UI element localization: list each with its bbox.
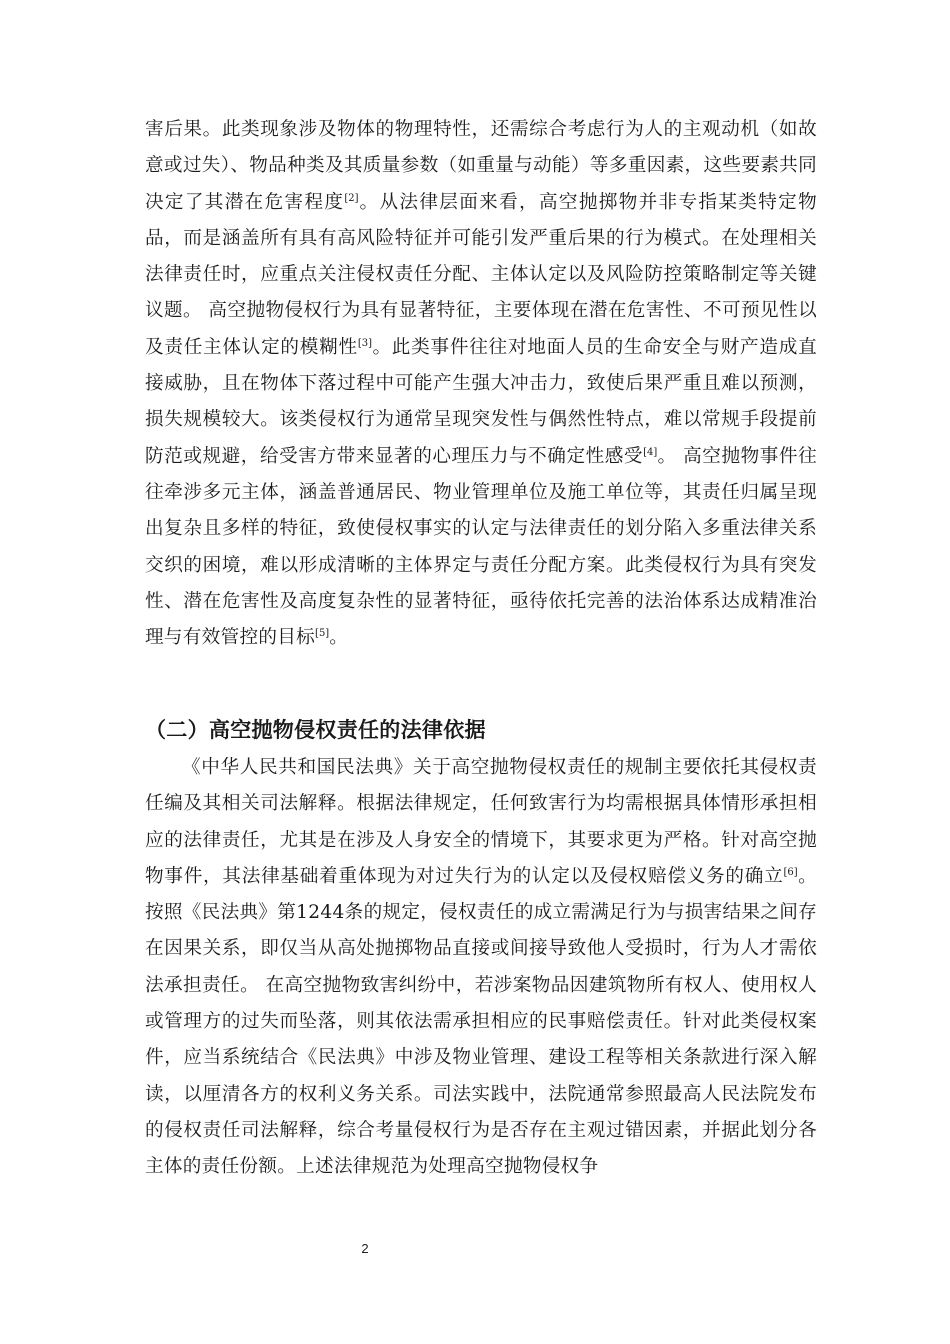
paragraph-text: 害后果。此类现象涉及物体的物理特性，还需综合考虑行为人的主观动机（如故意或过失）、物品种类及其质量参数（如重量与动能）等多重因素，这些要素共同决定了其潜在危害程度 [145,119,817,213]
section-heading: （二）高空抛物侵权责任的法律依据 [145,718,486,742]
citation-reference: [5] [315,628,330,640]
paragraph-text: 。 高空抛物事件往往牵涉多元主体，涵盖普通居民、物业管理单位及施工单位等，其责任归属呈现出复杂且多样的特征，致使侵权事实的认定与法律责任的划分陷入多重法律关系交织的困境，难以形成清晰的主体界定与责任分配方案。此类侵权行为具有突发性、潜在危害性及高度复杂性的显著特征，亟待依托完善的法治体系达成精准治理与有效管控的目标 [145,445,817,649]
citation-reference: [4] [643,446,658,458]
citation-reference: [6] [783,866,798,878]
body-paragraph [145,112,817,656]
body-paragraph [145,750,817,1186]
paragraph-text: 。按照《民法典》第1244条的规定，侵权责任的成立需满足行为与损害结果之间存在因果关系，即仅当从高处抛掷物品直接或间接导致他人受损时，行为人才需依法承担责任。 在高空抛物致害纠纷中，若涉案物品因建筑物所有权人、使用权人或管理方的过失而坠落，则其依法需承担相应的民事赔偿责任。针对此类侵权案件，应当系统结合《民法典》中涉及物业管理、建设工程等相关条款进行深入解读，以厘清各方的权利义务关系。司法实践中，法院通常参照最高人民法院发布的侵权责任司法解释，综合考量侵权行为是否存在主观过错因素，并据此划分各主体的责任份额。上述法律规范为处理高空抛物侵权争 [145,865,818,1178]
page-number: 2 [361,1241,369,1256]
paragraph-text: 。从法律层面来看，高空抛掷物并非专指某类特定物品，而是涵盖所有具有高风险特征并可能引发严重后果的行为模式。在处理相关法律责任时，应重点关注侵权责任分配、主体认定以及风险防控策略制定等关键议题。 高空抛物侵权行为具有显著特征，主要体现在潜在危害性、不可预见性以及责任主体认定的模糊性 [145,191,817,358]
citation-reference: [2] [344,192,359,204]
paragraph-text: 。此类事件往往对地面人员的生命安全与财产造成直接威胁，且在物体下落过程中可能产生强大冲击力，致使后果严重且难以预测，损失规模较大。该类侵权行为通常呈现突发性与偶然性特点，难以常规手段提前防范或规避，给受害方带来显著的心理压力与不确定性感受 [145,336,817,467]
citation-reference: [3] [357,337,372,349]
paragraph-text: 《中华人民共和国民法典》关于高空抛物侵权责任的规制主要依托其侵权责任编及其相关司法解释。根据法律规定，任何致害行为均需根据具体情形承担相应的法律责任，尤其是在涉及人身安全的情境下，其要求更为严格。针对高空抛物事件，其法律基础着重体现为对过失行为的认定以及侵权赔偿义务的确立 [145,757,817,887]
paragraph-text: 。 [329,627,349,649]
